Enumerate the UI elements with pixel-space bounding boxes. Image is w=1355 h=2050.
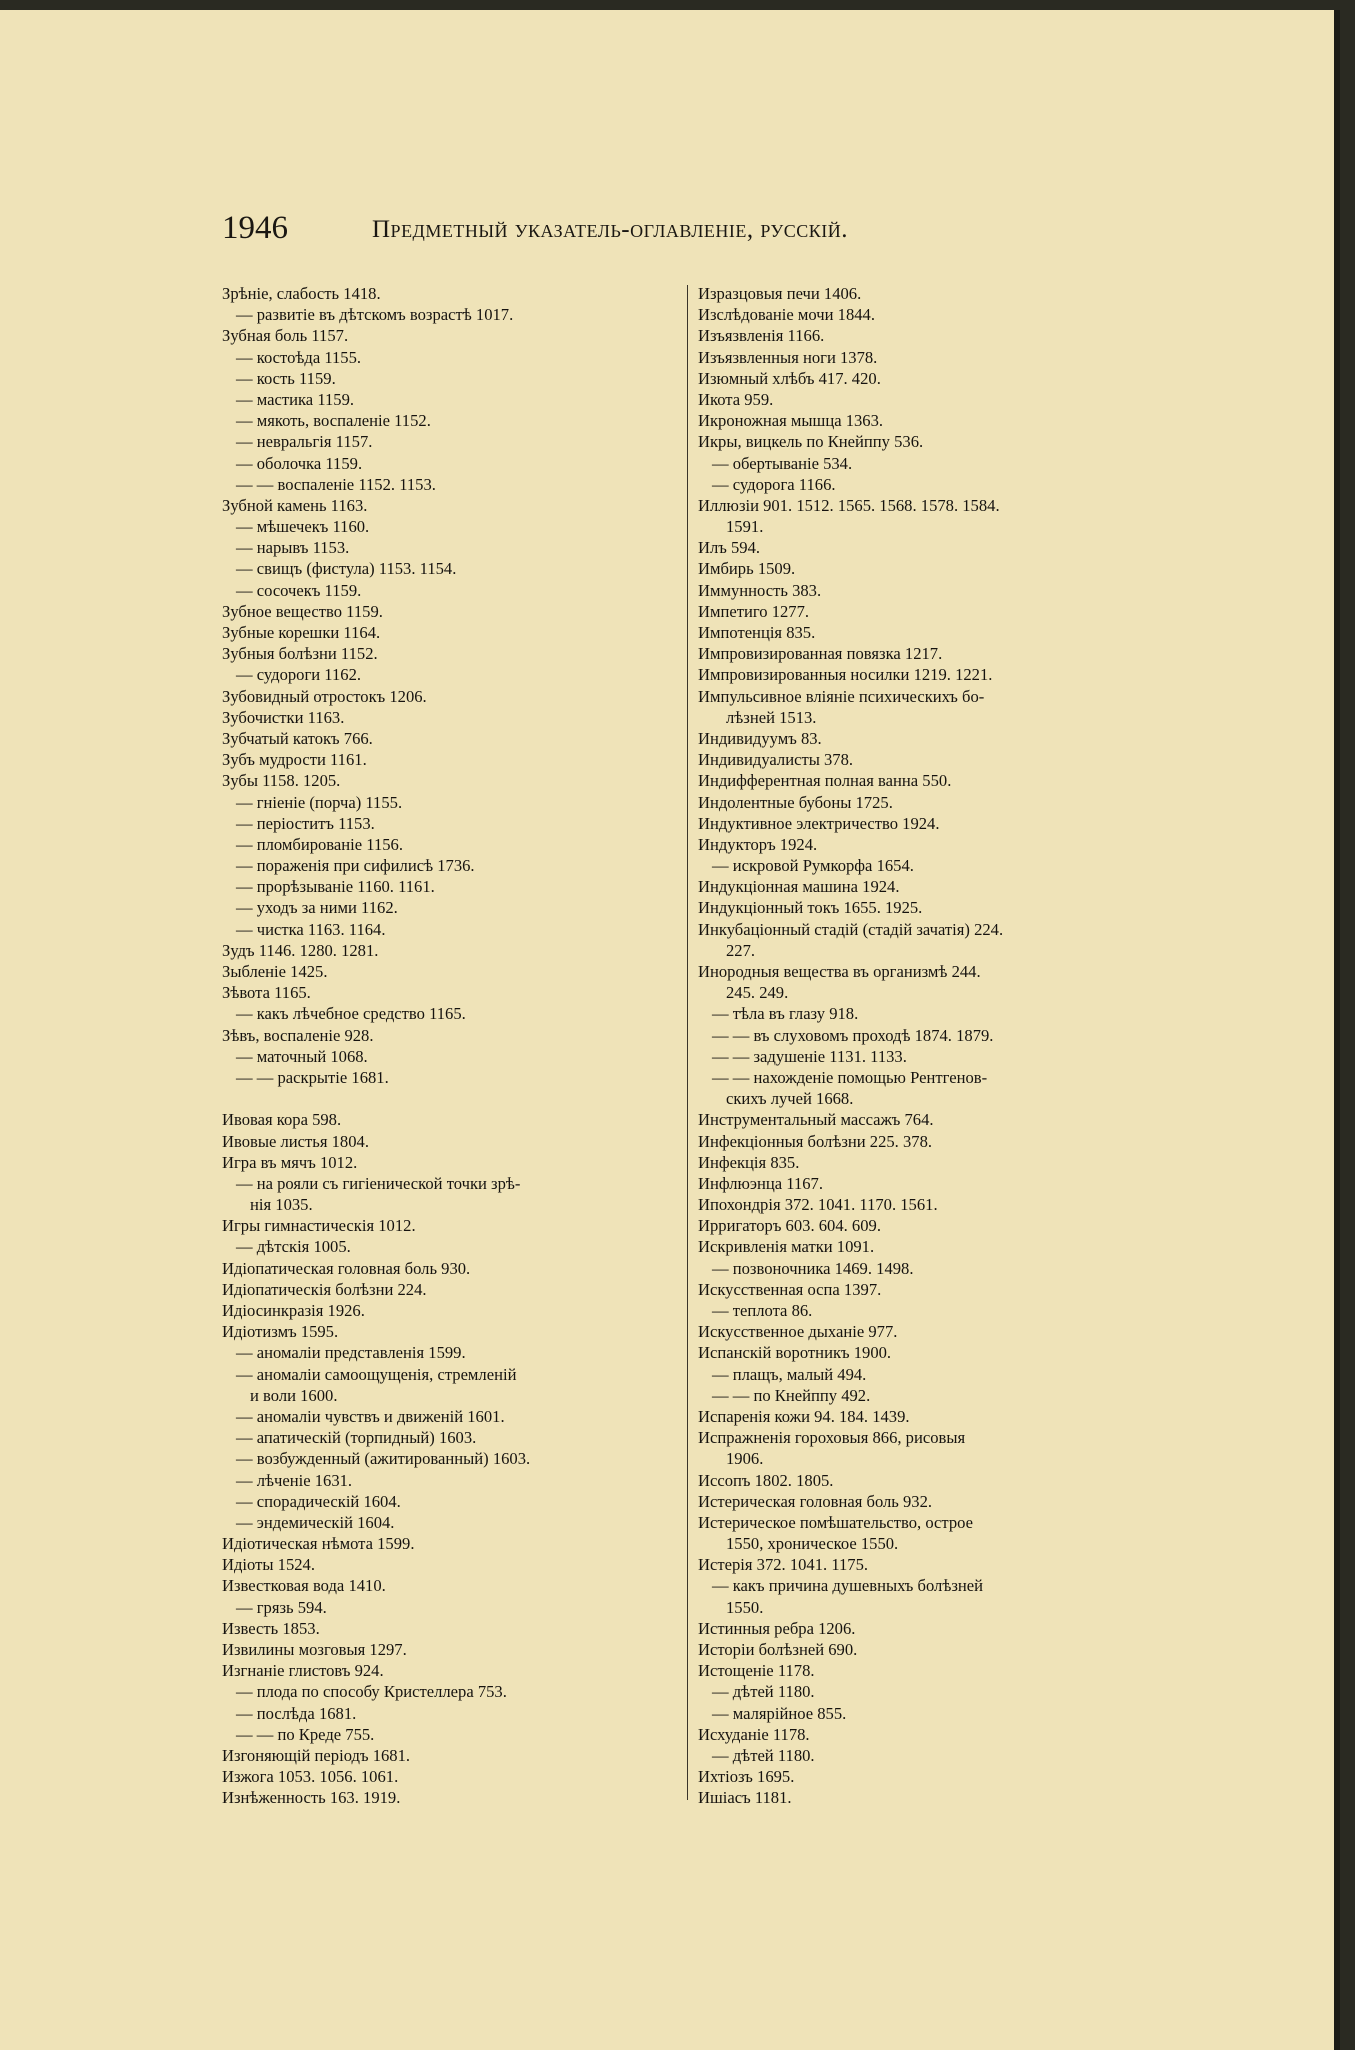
index-subentry: — прорѣзываніе 1160. 1161. xyxy=(236,877,435,897)
index-entry: Изслѣдованіе мочи 1844. xyxy=(698,305,875,325)
index-entry: Идіосинкразія 1926. xyxy=(222,1301,365,1320)
index-entry: Зубное вещество 1159. xyxy=(222,601,383,621)
index-subentry: — судороги 1162. xyxy=(236,665,362,685)
index-subentry: — возбужденный (ажитированный) 1603. xyxy=(236,1449,531,1469)
index-entry: Истерія 372. 1041. 1175. xyxy=(698,1555,869,1575)
index-entry: Искривленія матки 1091. xyxy=(698,1237,875,1257)
index-entry: Илъ 594. xyxy=(698,538,761,558)
index-entry-continuation: нія 1035. xyxy=(250,1195,313,1215)
index-entry: Зубная боль 1157. xyxy=(222,326,349,346)
index-entry: Зубчатый катокъ 766. xyxy=(222,728,373,748)
index-subentry: — послѣда 1681. xyxy=(236,1703,357,1723)
index-entry: Изжога 1053. 1056. 1061. xyxy=(222,1767,399,1787)
index-entry: Индукторъ 1924. xyxy=(698,834,818,854)
index-entry: Импотенція 835. xyxy=(698,623,816,642)
index-subentry: — эндемическій 1604. xyxy=(236,1512,395,1532)
index-subentry: — кость 1159. xyxy=(236,368,336,388)
index-subentry: — какъ причина душевныхъ болѣзней xyxy=(712,1576,984,1596)
index-entry: Ивовые листья 1804. xyxy=(222,1131,369,1151)
index-subentry: — плода по способу Кристеллера 753. xyxy=(236,1682,507,1702)
index-entry-continuation: 1550, хроническое 1550. xyxy=(726,1534,899,1554)
index-subentry: — — задушеніе 1131. 1133. xyxy=(712,1046,907,1066)
index-entry: Истощеніе 1178. xyxy=(698,1661,815,1681)
index-entry: Иллюзіи 901. 1512. 1565. 1568. 1578. 1584. xyxy=(698,495,1000,515)
index-subentry: — плащъ, малый 494. xyxy=(712,1364,867,1384)
index-entry-continuation: 245. 249. xyxy=(726,983,789,1003)
index-entry: Ивовая кора 598. xyxy=(222,1110,342,1130)
index-entry: Зудъ 1146. 1280. 1281. xyxy=(222,940,379,960)
index-entry: Зубъ мудрости 1161. xyxy=(222,750,367,770)
index-subentry: — тѣла въ глазу 918. xyxy=(712,1004,859,1024)
index-subentry: — чистка 1163. 1164. xyxy=(236,919,386,939)
index-entry: Истинныя ребра 1206. xyxy=(698,1618,856,1638)
index-subentry: — уходъ за ними 1162. xyxy=(236,898,398,918)
index-entry: Идіопатическая головная боль 930. xyxy=(222,1258,471,1278)
index-entry: Зубныя болѣзни 1152. xyxy=(222,644,378,664)
index-subentry: — аномаліи чувствъ и движеній 1601. xyxy=(236,1406,505,1426)
index-entry: Изъязвленія 1166. xyxy=(698,326,825,346)
index-entry: Искусственная оспа 1397. xyxy=(698,1279,882,1299)
index-entry: Зубной камень 1163. xyxy=(222,495,368,515)
index-entry: Иссопъ 1802. 1805. xyxy=(698,1470,834,1490)
index-entry: Импровизированныя носилки 1219. 1221. xyxy=(698,665,993,685)
index-entry-continuation: 1906. xyxy=(726,1449,764,1469)
index-entry: Игра въ мячъ 1012. xyxy=(222,1152,358,1172)
index-subentry: — — воспаленіе 1152. 1153. xyxy=(236,474,436,494)
index-entry: Индукціонный токъ 1655. 1925. xyxy=(698,898,923,918)
index-entry: Зыбленіе 1425. xyxy=(222,962,328,981)
index-subentry: — маточный 1068. xyxy=(236,1046,368,1066)
index-subentry: — какъ лѣчебное средство 1165. xyxy=(236,1004,466,1024)
index-entry: Инородныя вещества въ организмѣ 244. xyxy=(698,962,981,981)
index-entry: Индифферентная полная ванна 550. xyxy=(698,771,952,791)
index-entry: Икры, вицкель по Кнейппу 536. xyxy=(698,432,924,452)
index-subentry: — — въ слуховомъ проходѣ 1874. 1879. xyxy=(712,1025,994,1045)
index-subentry: — мастика 1159. xyxy=(236,389,355,409)
index-entry: Изнѣженность 163. 1919. xyxy=(222,1788,401,1808)
index-entry: Зубочистки 1163. xyxy=(222,707,345,727)
index-entry: Испаренія кожи 94. 184. 1439. xyxy=(698,1406,910,1426)
index-entry: Зубные корешки 1164. xyxy=(222,623,381,642)
index-entry: Ишіасъ 1181. xyxy=(698,1788,792,1808)
index-subentry: — дѣтскія 1005. xyxy=(236,1237,351,1257)
index-entry-continuation: скихъ лучей 1668. xyxy=(726,1089,854,1109)
index-entry: Испанскій воротникъ 1900. xyxy=(698,1343,892,1363)
page-number: 1946 xyxy=(222,210,288,246)
index-subentry: — пораженія при сифилисѣ 1736. xyxy=(236,856,475,876)
index-entry: Ихтіозъ 1695. xyxy=(698,1767,795,1787)
index-column-right xyxy=(698,283,1150,1809)
index-subentry: — апатическій (торпидный) 1603. xyxy=(236,1428,477,1448)
index-subentry: — гніеніе (порча) 1155. xyxy=(236,792,403,812)
index-entry: Игры гимнастическія 1012. xyxy=(222,1216,416,1236)
index-subentry: — малярійное 855. xyxy=(712,1703,847,1723)
index-entry: Индолентные бубоны 1725. xyxy=(698,792,893,812)
index-entry: Истерическая головная боль 932. xyxy=(698,1491,933,1511)
index-entry: Идіотическая нѣмота 1599. xyxy=(222,1534,415,1554)
index-column-left xyxy=(222,283,674,1809)
index-subentry: — — по Кнейппу 492. xyxy=(712,1385,871,1405)
index-entry: Извилины мозговыя 1297. xyxy=(222,1640,407,1659)
index-entry: Идіотизмъ 1595. xyxy=(222,1322,339,1342)
index-entry: Зрѣніе, слабость 1418. xyxy=(222,284,381,303)
index-entry: Иммунность 383. xyxy=(698,580,822,600)
index-entry: Инструментальный массажъ 764. xyxy=(698,1110,934,1130)
index-subentry: — — раскрытіе 1681. xyxy=(236,1067,389,1087)
column-divider xyxy=(687,285,688,1800)
index-subentry: — позвоночника 1469. 1498. xyxy=(712,1258,914,1278)
index-subentry: — развитіе въ дѣтскомъ возрастѣ 1017. xyxy=(236,305,514,325)
index-entry-continuation: и воли 1600. xyxy=(250,1385,338,1405)
index-subentry: — — по Креде 755. xyxy=(236,1724,375,1744)
index-subentry: — мякоть, воспаленіе 1152. xyxy=(236,411,431,431)
index-entry: Импровизированная повязка 1217. xyxy=(698,644,943,664)
index-entry: Зѣвота 1165. xyxy=(222,983,311,1003)
index-entry-continuation: 1550. xyxy=(726,1597,764,1617)
index-entry: Идіопатическія болѣзни 224. xyxy=(222,1279,427,1299)
index-entry: Инфлюэнца 1167. xyxy=(698,1173,823,1193)
index-subentry: — теплота 86. xyxy=(712,1301,813,1320)
index-entry: Инфекція 835. xyxy=(698,1152,800,1172)
index-entry: Ирригаторъ 603. 604. 609. xyxy=(698,1216,881,1236)
index-subentry: — костоѣда 1155. xyxy=(236,347,362,367)
index-entry: Испражненія гороховыя 866, рисовыя xyxy=(698,1428,966,1448)
index-entry: Известь 1853. xyxy=(222,1618,320,1638)
index-entry: Изюмный хлѣбъ 417. 420. xyxy=(698,368,881,388)
index-entry: Искусственное дыханіе 977. xyxy=(698,1322,898,1342)
index-entry: Икроножная мышца 1363. xyxy=(698,411,884,431)
index-subentry: — лѣченіе 1631. xyxy=(236,1470,353,1490)
index-entry: Индуктивное электричество 1924. xyxy=(698,813,940,833)
index-subentry: — грязь 594. xyxy=(236,1597,327,1617)
index-entry: Идіоты 1524. xyxy=(222,1555,315,1575)
index-subentry: — аномаліи представленія 1599. xyxy=(236,1343,466,1363)
index-entry-continuation: 227. xyxy=(726,940,756,960)
index-entry: Изразцовыя печи 1406. xyxy=(698,284,862,303)
index-subentry: — на рояли съ гигіенической точки зрѣ- xyxy=(236,1173,521,1193)
index-subentry: — дѣтей 1180. xyxy=(712,1682,815,1702)
index-entry: Зубы 1158. 1205. xyxy=(222,771,341,791)
index-entry: Зубовидный отростокъ 1206. xyxy=(222,686,427,706)
running-title: Предметный указатель-оглавленіе, русскій. xyxy=(372,216,848,243)
page-header xyxy=(222,210,1142,260)
section-gap xyxy=(222,1088,674,1109)
index-entry: Изгнаніе глистовъ 924. xyxy=(222,1661,384,1681)
index-entry: Инкубаціонный стадій (стадій зачатія) 224. xyxy=(698,919,1004,939)
index-entry: Икота 959. xyxy=(698,389,774,409)
index-entry: Истерическое помѣшательство, острое xyxy=(698,1512,974,1532)
book-page xyxy=(0,10,1340,2050)
index-subentry: — аномаліи самоощущенія, стремленій xyxy=(236,1364,517,1384)
index-entry: Изгоняющій періодъ 1681. xyxy=(222,1745,411,1765)
index-subentry: — свищъ (фистула) 1153. 1154. xyxy=(236,559,457,579)
index-entry: Импульсивное вліяніе психическихъ бо- xyxy=(698,686,985,706)
index-entry: Изъязвленныя ноги 1378. xyxy=(698,347,878,367)
index-entry: Индивидуалисты 378. xyxy=(698,750,854,770)
index-entry: Имбирь 1509. xyxy=(698,559,796,579)
index-subentry: — нарывъ 1153. xyxy=(236,538,350,558)
index-entry: Известковая вода 1410. xyxy=(222,1576,386,1596)
index-subentry: — спорадическій 1604. xyxy=(236,1491,401,1511)
index-subentry: — мѣшечекъ 1160. xyxy=(236,517,370,537)
index-entry: Инфекціонныя болѣзни 225. 378. xyxy=(698,1131,933,1151)
index-entry-continuation: лѣзней 1513. xyxy=(726,707,817,727)
index-entry: Индивидуумъ 83. xyxy=(698,728,822,748)
index-subentry: — обертываніе 534. xyxy=(712,453,853,473)
index-subentry: — пломбированіе 1156. xyxy=(236,834,404,854)
index-subentry: — періоститъ 1153. xyxy=(236,813,375,833)
index-entry: Ипохондрія 372. 1041. 1170. 1561. xyxy=(698,1195,938,1215)
index-subentry: — невральгія 1157. xyxy=(236,432,373,452)
index-subentry: — судорога 1166. xyxy=(712,474,836,494)
index-subentry: — оболочка 1159. xyxy=(236,453,363,473)
index-subentry: — сосочекъ 1159. xyxy=(236,580,362,600)
index-entry-continuation: 1591. xyxy=(726,517,764,537)
index-subentry: — искровой Румкорфа 1654. xyxy=(712,856,914,876)
index-entry: Исторіи болѣзней 690. xyxy=(698,1640,858,1659)
index-entry: Индукціонная машина 1924. xyxy=(698,877,900,897)
index-subentry: — — нахожденіе помощью Рентгенов- xyxy=(712,1067,988,1087)
index-subentry: — дѣтей 1180. xyxy=(712,1745,815,1765)
index-entry: Зѣвъ, воспаленіе 928. xyxy=(222,1025,374,1045)
index-entry: Импетиго 1277. xyxy=(698,601,810,621)
index-entry: Исхуданіе 1178. xyxy=(698,1724,810,1744)
